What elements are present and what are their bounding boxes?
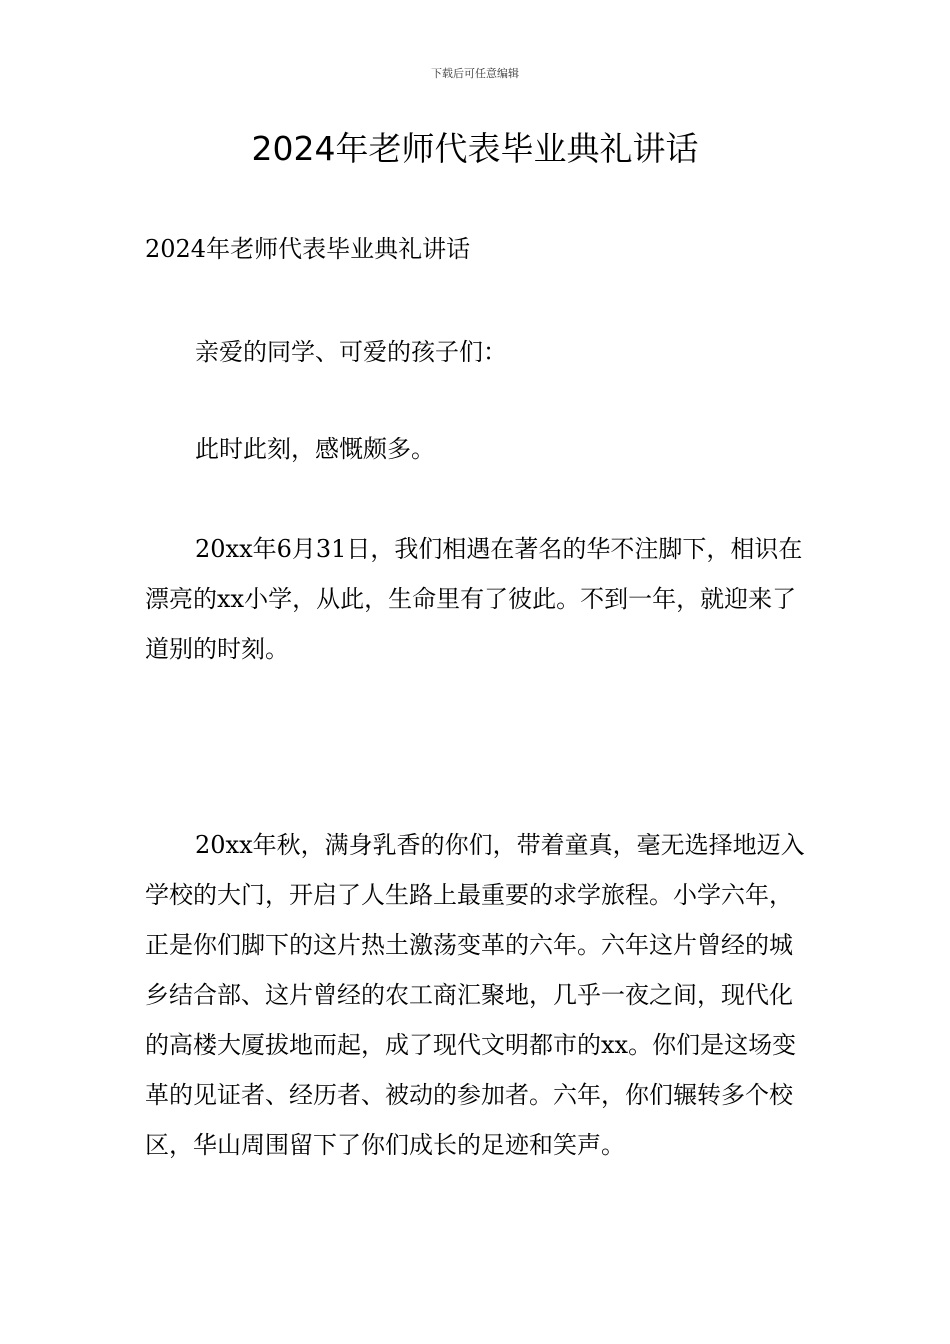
page-header-note: 下载后可任意编辑 xyxy=(431,67,519,80)
paragraph-school-years: 20xx年秋，满身乳香的你们，带着童真，毫无选择地迈入学校的大门，开启了人生路上最重要的求学旅程。小学六年，正是你们脚下的这片热土激荡变革的六年。六年这片曾经的城乡结合部、这片曾经的农工商汇聚地，几乎一夜之间，现代化的高楼大厦拔地而起，成了现代文明都市的xx。你们是这场变革的见证者、经历者、被动的参加者。六年，你们辗转多个校区，华山周围留下了你们成长的足迹和笑声。 xyxy=(145,831,805,1159)
paragraph-meeting: 20xx年6月31日，我们相遇在著名的华不注脚下，相识在漂亮的xx小学，从此，生命里有了彼此。不到一年，就迎来了道别的时刻。 xyxy=(145,535,803,663)
document-subtitle: 2024年老师代表毕业典礼讲话 xyxy=(145,235,471,263)
paragraph-greeting: 亲爱的同学、可爱的孩子们： xyxy=(195,338,507,366)
paragraph-moment: 此时此刻，感慨颇多。 xyxy=(195,435,435,463)
document-title: 2024年老师代表毕业典礼讲话 xyxy=(251,129,699,168)
